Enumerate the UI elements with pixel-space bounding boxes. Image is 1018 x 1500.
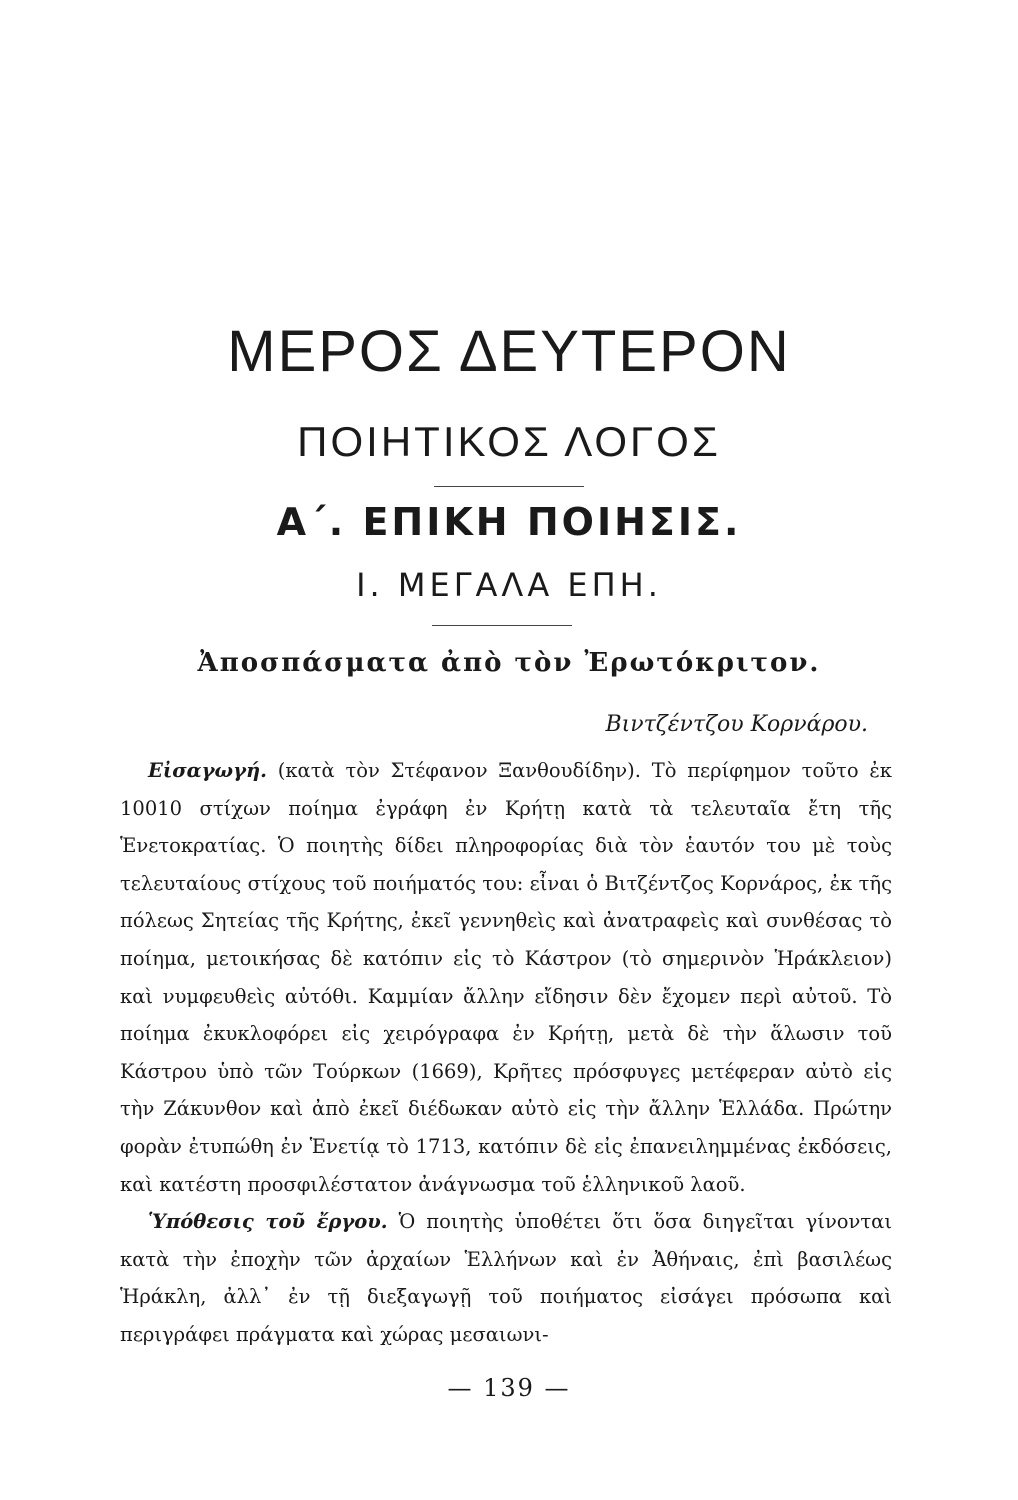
paragraph-lead: Ὑπόθεσις τοῦ ἔργου. [148,1210,388,1234]
paragraph [120,752,892,1203]
paragraph [120,1203,892,1353]
divider-rule [434,486,584,487]
chapter-title: Α΄. ΕΠΙΚΗ ΠΟΙΗΣΙΣ. [276,500,742,544]
extract-title: Ἀποσπάσματα ἀπὸ τὸν Ἐρωτόκριτον. [197,648,821,678]
paragraph-lead: Εἰσαγωγή. [148,759,267,782]
part-title: ΜΕΡΟΣ ΔΕΥΤΕΡΟΝ [227,319,791,384]
divider-rule [432,625,572,626]
section-title: ΠΟΙΗΤΙΚΟΣ ΛΟΓΟΣ [297,418,721,465]
sub-title: Ι. ΜΕΓΑΛΑ ΕΠΗ. [356,566,662,604]
body-text [120,752,892,1354]
page-number: — 139 — [447,1374,571,1402]
paragraph-text: (κατὰ τὸν Στέφανον Ξανθουδίδην). Τὸ περίφημον τοῦτο ἐκ 10010 στίχων ποίημα ἐγράφη ἐν Κρήτῃ κατὰ τὰ τελευταῖα ἔτη τῆς Ἑνετοκρατίας. Ὁ ποιητὴς δίδει πληροφορίας διὰ τὸν ἑαυτόν του μὲ τοὺς τελευταίους στίχους τοῦ ποιήματός του: εἶναι ὁ Βιτζέντζος Κορνάρος, ἐκ τῆς πόλεως Σητείας τῆς Κρήτης, ἐκεῖ γεννηθεὶς καὶ ἀνατραφεὶς καὶ συνθέσας τὸ ποίημα, μετοικήσας δὲ κατόπιν εἰς τὸ Κάστρον (τὸ σημερινὸν Ἡράκλειον) καὶ νυμφευθεὶς αὐτόθι. Καμμίαν ἄλλην εἴδησιν δὲν ἔχομεν περὶ αὐτοῦ. Τὸ ποίημα ἐκυκλοφόρει εἰς χειρόγραφα ἐν Κρήτῃ, μετὰ δὲ τὴν ἅλωσιν τοῦ Κάστρου ὑπὸ τῶν Τούρκων (1669), Κρῆτες πρόσφυγες μετέφεραν αὐτὸ εἰς τὴν Ζάκυνθον καὶ ἀπὸ ἐκεῖ διέδωκαν αὐτὸ εἰς τὴν ἄλλην Ἑλλάδα. Πρώτην φορὰν ἐτυπώθη ἐν Ἑνετίᾳ τὸ 1713, κατόπιν δὲ εἰς ἐπανειλημμένας ἐκδόσεις, καὶ κατέστη προσφιλέστατον ἀνάγνωσμα τοῦ ἑλληνικοῦ λαοῦ. [120,759,892,1196]
paragraph-text: Ὁ ποιητὴς ὑποθέτει ὅτι ὅσα διηγεῖται γίνονται κατὰ τὴν ἐποχὴν τῶν ἀρχαίων Ἑλλήνων καὶ ἐν Ἀθήναις, ἐπὶ βασιλέως Ἡράκλη, ἀλλ᾽ ἐν τῇ διεξαγωγῇ τοῦ ποιήματος εἰσάγει πρόσωπα καὶ περιγράφει πράγματα καὶ χώρας μεσαιωνι- [120,1210,892,1346]
author-name: Βιντζέντζου Κορνάρου. [605,712,868,737]
